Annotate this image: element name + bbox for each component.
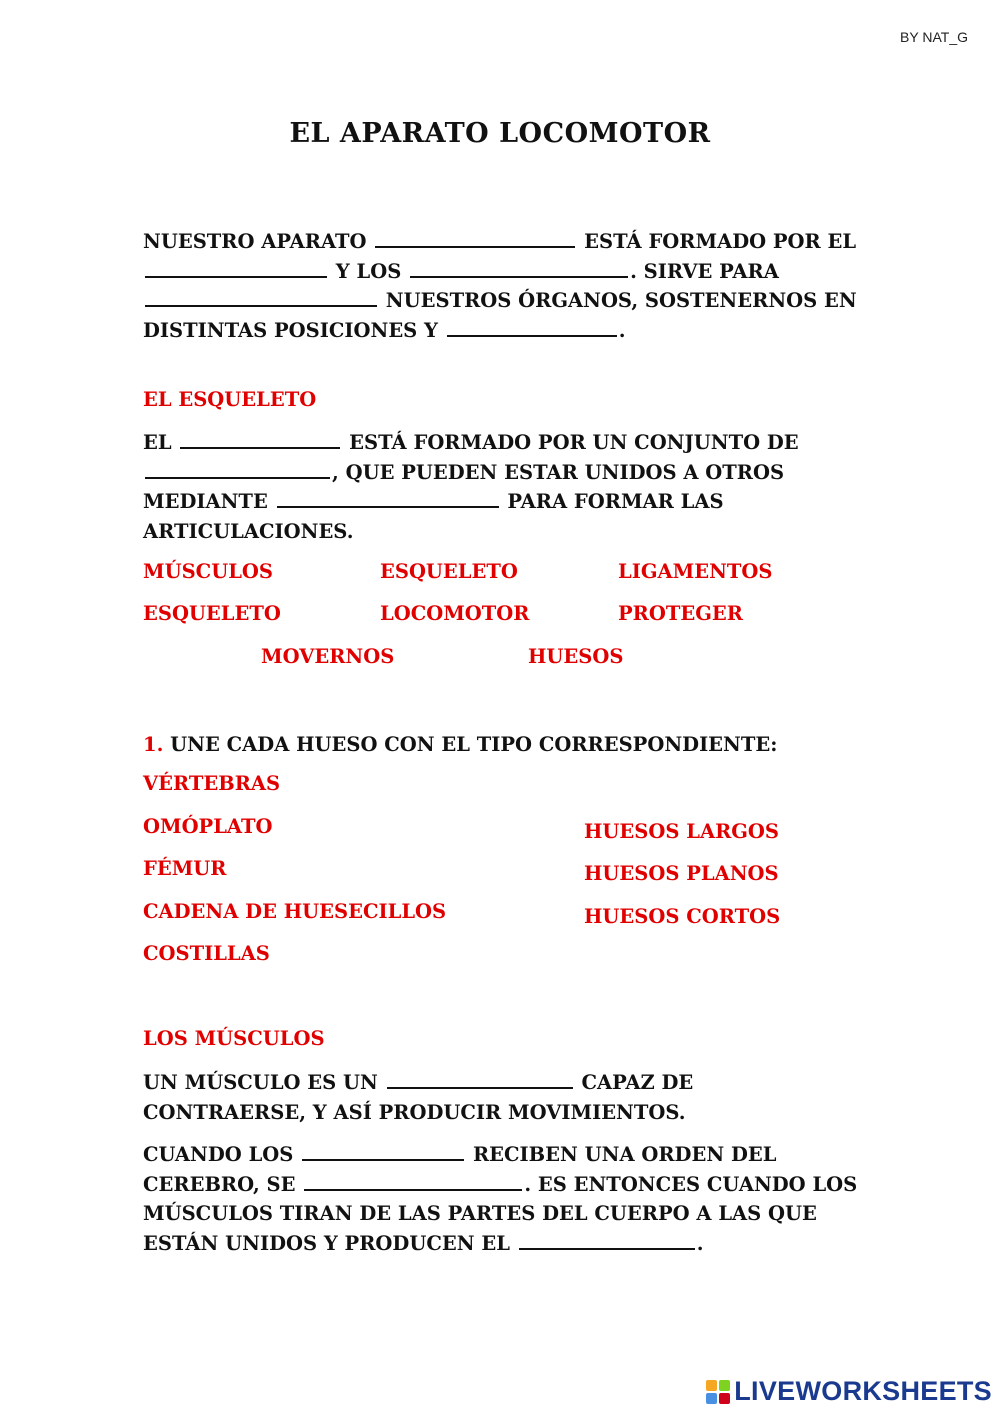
intro-text-6: . bbox=[618, 318, 626, 342]
word-bank-item: LOCOMOTOR bbox=[380, 602, 530, 625]
esqueleto-text-1: EL bbox=[143, 431, 172, 454]
intro-text-4: . SIRVE PARA bbox=[630, 259, 779, 283]
word-bank-item: PROTEGER bbox=[618, 602, 743, 625]
liveworksheets-logo-icon bbox=[706, 1380, 730, 1404]
word-bank-item: HUESOS bbox=[528, 645, 624, 668]
blank-y[interactable] bbox=[447, 316, 617, 337]
intro-paragraph bbox=[143, 227, 863, 345]
musculos-text-1: UN MÚSCULO ES UN bbox=[143, 1071, 378, 1094]
exercise-1-text: UNE CADA HUESO CON EL TIPO CORRESPONDIENTE: bbox=[170, 733, 778, 756]
blank-para[interactable] bbox=[145, 286, 377, 307]
bone-item[interactable]: OMÓPLATO bbox=[143, 815, 273, 838]
word-bank-item: ESQUELETO bbox=[143, 602, 281, 625]
liveworksheets-brand: LIVEWORKSHEETS bbox=[734, 1376, 992, 1406]
esqueleto-text-3: , QUE PUEDEN ESTAR UNIDOS A OTROS MEDIANTE bbox=[143, 460, 785, 513]
bone-type-item[interactable]: HUESOS PLANOS bbox=[584, 862, 779, 885]
exercise-1-instruction bbox=[143, 730, 903, 760]
blank-los[interactable] bbox=[410, 257, 628, 278]
blank-conjunto[interactable] bbox=[145, 458, 330, 479]
bone-item[interactable]: FÉMUR bbox=[143, 857, 227, 880]
intro-text-1: NUESTRO APARATO bbox=[143, 230, 367, 253]
bone-item[interactable]: COSTILLAS bbox=[143, 942, 270, 965]
blank-mediante[interactable] bbox=[277, 487, 499, 508]
word-bank-item: ESQUELETO bbox=[380, 560, 518, 583]
musculos-text-2: CAPAZ DE CONTRAERSE, Y ASÍ PRODUCIR MOVIMIENTOS. bbox=[143, 1071, 694, 1124]
heading-esqueleto: EL ESQUELETO bbox=[143, 388, 317, 411]
blank-se[interactable] bbox=[304, 1170, 522, 1191]
word-bank-item: MÚSCULOS bbox=[143, 560, 273, 583]
intro-text-3: Y LOS bbox=[335, 259, 402, 283]
esqueleto-text-4: PARA FORMAR LAS ARTICULACIONES. bbox=[143, 490, 724, 543]
blank-aparato[interactable] bbox=[375, 227, 575, 248]
musculos-paragraph-2 bbox=[143, 1140, 863, 1258]
bone-item[interactable]: CADENA DE HUESECILLOS bbox=[143, 900, 447, 923]
intro-text-5: NUESTROS ÓRGANOS, SOSTENERNOS EN DISTINTAS POSICIONES Y bbox=[143, 289, 857, 342]
bone-item[interactable]: VÉRTEBRAS bbox=[143, 772, 281, 795]
bone-type-item[interactable]: HUESOS CORTOS bbox=[584, 905, 781, 928]
musculos-text-6: . bbox=[696, 1231, 704, 1255]
heading-musculos: LOS MÚSCULOS bbox=[143, 1027, 325, 1050]
word-bank-item: LIGAMENTOS bbox=[618, 560, 773, 583]
musculos-text-3: CUANDO LOS bbox=[143, 1143, 294, 1166]
blank-producen-el[interactable] bbox=[519, 1229, 695, 1250]
musculos-paragraph-1 bbox=[143, 1068, 863, 1127]
musculos-text-4: RECIBEN UNA ORDEN DEL CEREBRO, SE bbox=[143, 1143, 777, 1196]
blank-cuando-los[interactable] bbox=[302, 1140, 464, 1161]
blank-el-esqueleto[interactable] bbox=[180, 428, 340, 449]
intro-text-2: ESTÁ FORMADO POR EL bbox=[584, 230, 857, 253]
blank-el[interactable] bbox=[145, 257, 327, 278]
page-title: EL APARATO LOCOMOTOR bbox=[289, 118, 711, 149]
esqueleto-paragraph bbox=[143, 428, 863, 546]
bone-type-item[interactable]: HUESOS LARGOS bbox=[584, 820, 779, 843]
author-credit: BY NAT_G bbox=[900, 29, 968, 45]
musculos-text-5: . ES ENTONCES CUANDO LOS MÚSCULOS TIRAN DE LAS PARTES DEL CUERPO A LAS QUE ESTÁN UNIDOS Y PRODUCEN EL bbox=[143, 1172, 858, 1255]
esqueleto-text-2: ESTÁ FORMADO POR UN CONJUNTO DE bbox=[349, 431, 799, 454]
exercise-number: 1. bbox=[143, 733, 164, 756]
word-bank-item: MOVERNOS bbox=[261, 645, 395, 668]
blank-musculo[interactable] bbox=[387, 1068, 573, 1089]
liveworksheets-logo bbox=[706, 1376, 992, 1407]
